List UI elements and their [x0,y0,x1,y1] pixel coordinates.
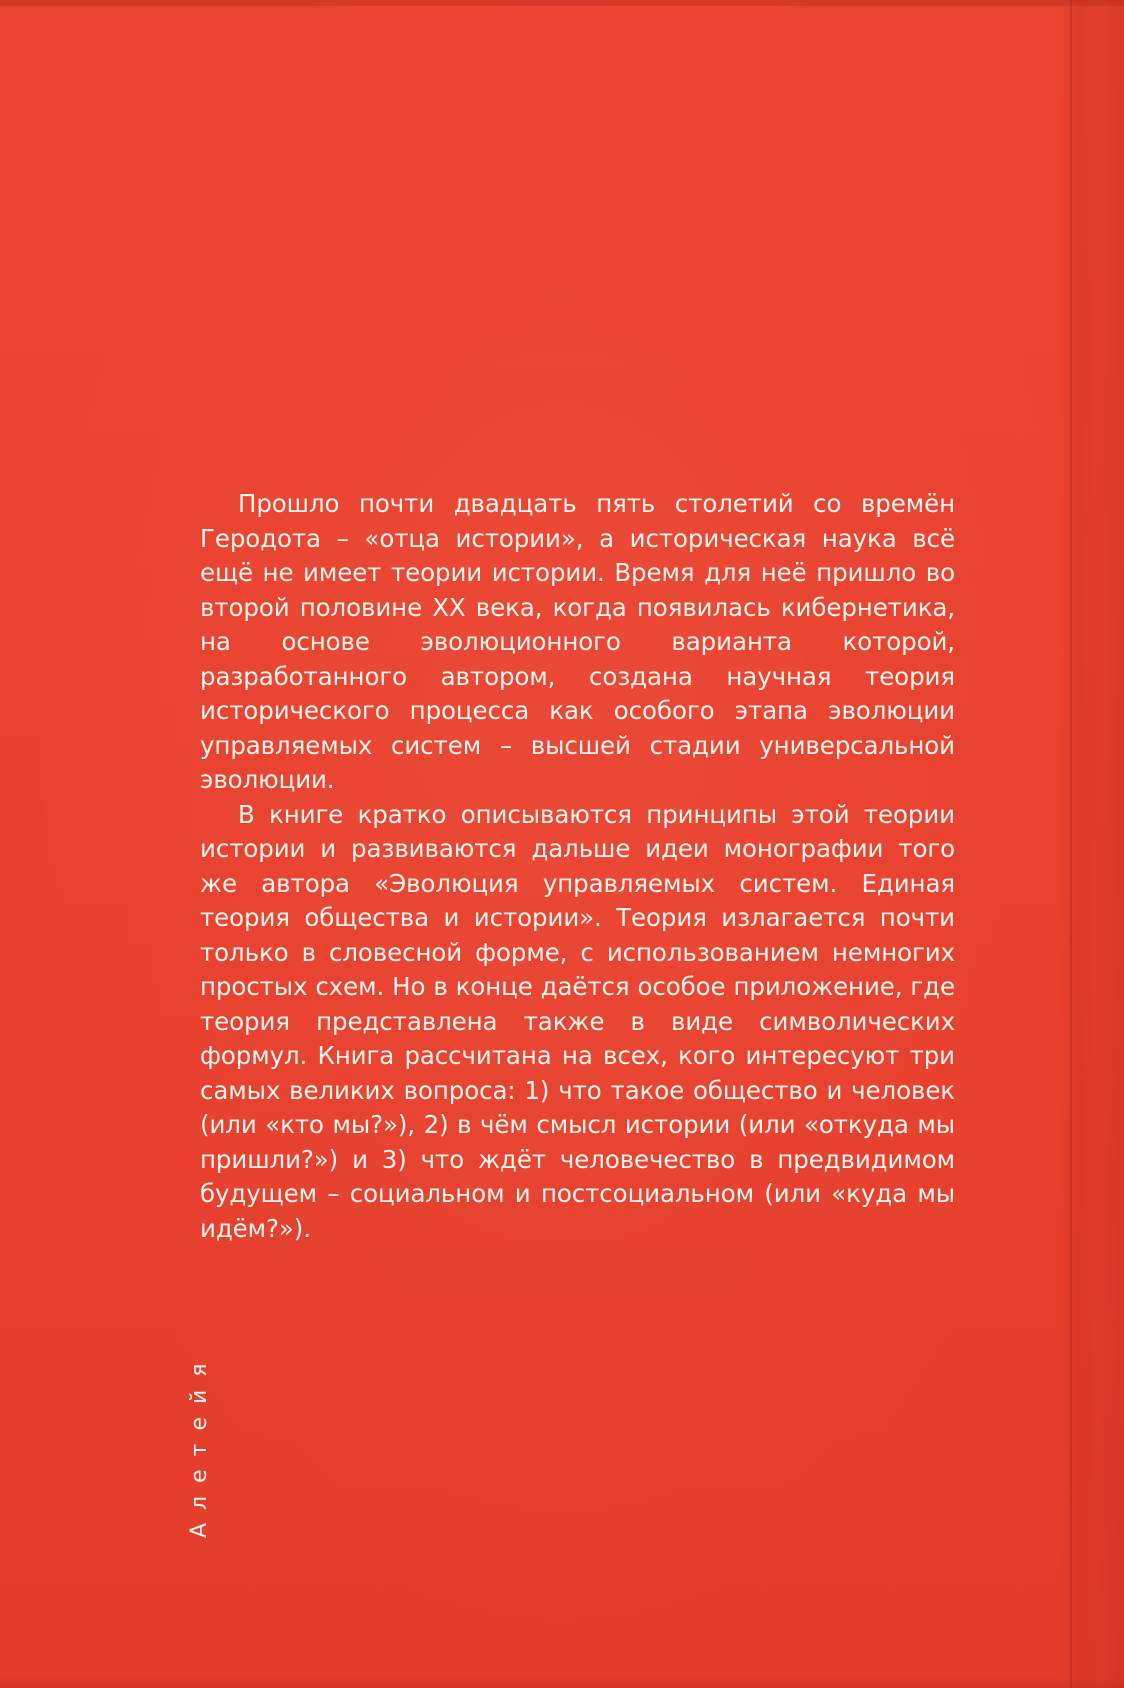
cover-top-edge [0,0,1124,6]
annotation-paragraph-2: В книге кратко описываются принципы этой теории истории и развиваются дальше идеи монографии того же автора «Эволюция управляемых систем. Единая теория общества и истории». Теория излагается почти только в словесной форме, с использованием немногих простых схем. Но в конце даётся особое приложение, где теория представлена также в виде символических формул. Книга рассчитана на всех, кого интересуют три самых великих вопроса: 1) что такое общество и человек (или «кто мы?»), 2) в чём смысл истории (или «откуда мы пришли?») и 3) что ждёт человечество в предвидимом будущем – социальном и постсоциальном (или «куда мы идём?»). [200,799,955,1243]
cover-bottom-edge [0,1678,1124,1688]
annotation-text [200,487,955,1246]
publisher-name: Алетейя [187,1350,212,1538]
annotation-paragraph-1: Прошло почти двадцать пять столетий со времён Геродота – «отца истории», а историческая наука всё ещё не имеет теории истории. Время для неё пришло во второй половине XX века, когда появилась кибернетика, на основе эволюционного варианта которой, разработанного автором, создана научная теория исторического процесса как особого этапа эволюции управляемых систем – высшей стадии универсальной эволюции. [200,489,955,794]
spine-edge [1060,0,1124,1688]
